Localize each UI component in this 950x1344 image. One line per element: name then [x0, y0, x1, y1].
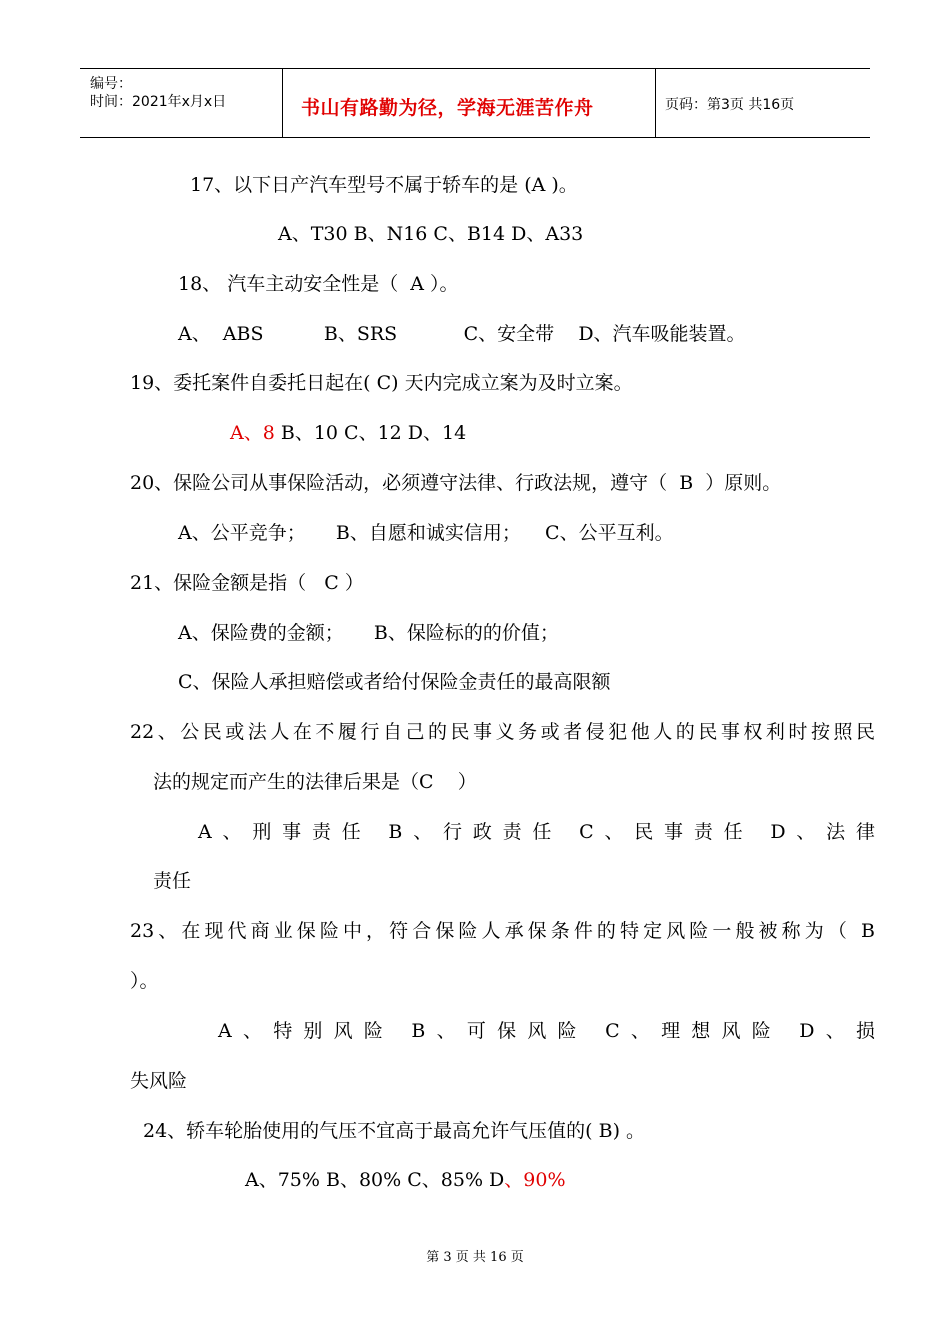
code-label: 编号： [90, 76, 132, 92]
question-18-options: A、 ABS B、SRS C、安全带 D、汽车吸能装置。 [178, 323, 746, 345]
page-info: 页码：第3页 共16页 [665, 97, 795, 113]
question-24-options-main: A、75% B、80% C、85% D [245, 1169, 505, 1191]
question-19-options [230, 421, 466, 445]
question-17: 17、以下日产汽车型号不属于轿车的是 (A )。 [190, 174, 578, 196]
question-23-line-2: ）。 [130, 970, 159, 992]
header-motto-cell [282, 69, 656, 137]
header-info-cell [80, 69, 282, 137]
page-footer: 第 3 页 共 16 页 [426, 1250, 524, 1265]
question-21-option-c: C、保险人承担赔偿或者给付保险金责任的最高限额 [178, 671, 611, 693]
question-23-options-line-2: 失风险 [130, 1070, 188, 1092]
time-label: 时间：2021年x月x日 [90, 94, 227, 110]
question-17-options: A、T30 B、N16 C、B14 D、A33 [278, 223, 584, 245]
question-22-options-line-1: A、刑事责任 B、行政责任 C、民事责任 D、法律 [198, 821, 875, 843]
question-22-line-1: 22、公民或法人在不履行自己的民事义务或者侵犯他人的民事权利时按照民 [130, 721, 875, 743]
question-21-options-ab: A、保险费的金额； B、保险标的的价值； [178, 622, 559, 644]
question-20-options: A、公平竞争； B、自愿和诚实信用； C、公平互利。 [178, 522, 674, 544]
motto: 书山有路勤为径，学海无涯苦作舟 [301, 97, 594, 119]
question-20: 20、保险公司从事保险活动，必须遵守法律、行政法规，遵守（ B ）原则。 [130, 472, 782, 494]
question-23-options-line-1: A、特别风险 B、可保风险 C、理想风险 D、损 [218, 1020, 875, 1042]
question-19-options-rest: B、10 C、12 D、14 [274, 422, 467, 444]
question-22-line-2: 法的规定而产生的法律后果是（C ） [153, 771, 477, 793]
question-21: 21、保险金额是指（ C ） [130, 572, 364, 594]
question-23-line-1: 23、在现代商业保险中，符合保险人承保条件的特定风险一般被称为（ B [130, 920, 875, 942]
header-table [80, 68, 870, 138]
question-19: 19、委托案件自委托日起在( C) 天内完成立案为及时立案。 [130, 372, 633, 394]
question-24-answer-highlight: 、90% [504, 1169, 566, 1191]
question-24-options [245, 1168, 566, 1192]
question-24: 24、轿车轮胎使用的气压不宜高于最高允许气压值的( B) 。 [143, 1120, 646, 1142]
question-18: 18、 汽车主动安全性是（ A ）。 [178, 273, 459, 295]
question-19-answer-highlight: A、8 [230, 422, 275, 444]
header-page-cell [655, 69, 870, 137]
question-22-options-line-2: 责任 [153, 870, 192, 892]
